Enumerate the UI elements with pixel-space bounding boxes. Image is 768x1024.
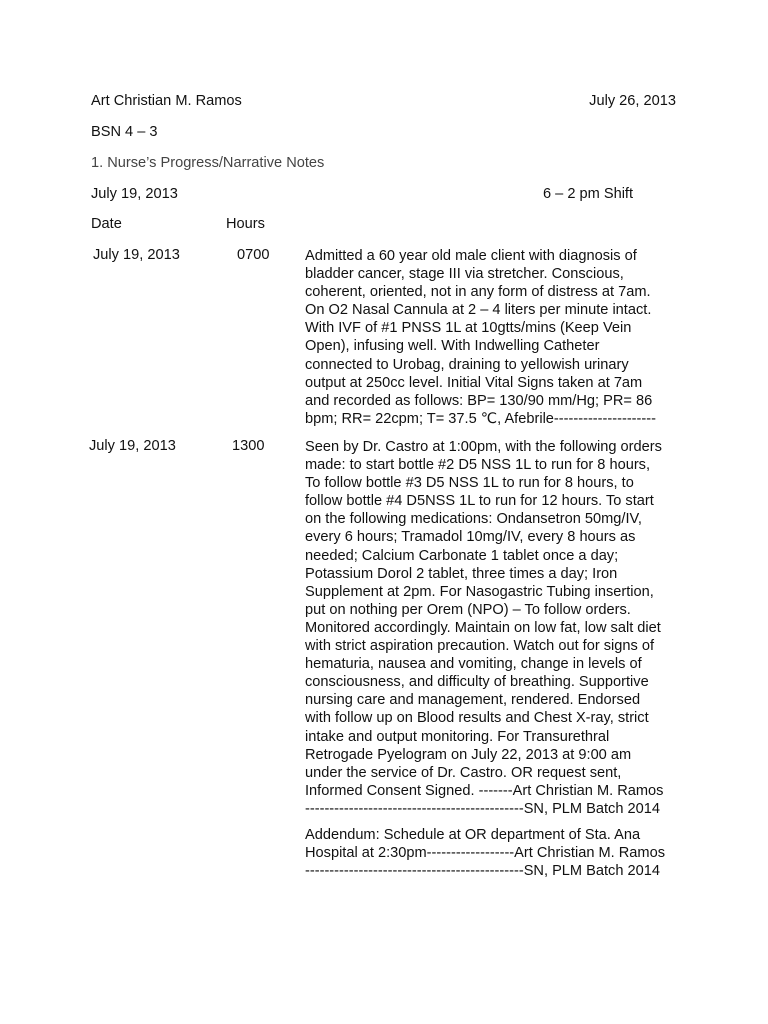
author-name: Art Christian M. Ramos: [91, 93, 242, 109]
entry-date: July 19, 2013: [93, 247, 180, 263]
entry-note: Seen by Dr. Castro at 1:00pm, with the following orders made: to start bottle #2 D5 NSS 1L to run for 8 hours, To follow bottle #3 D5 NSS 1L to run for 8 hours, to follow bottle #4 D5NSS 1L to run for 12 hours. To start on the following medications: Ondansetron 50mg/IV, every 6 hours; Tramadol 10mg/IV, every 8 hours as needed; Calcium Carbonate 1 tablet once a day; Potassium Dorol 2 tablet, three times a day; Iron Supplement at 2pm. For Nasogastric Tubing insertion, put on nothing per Orem (NPO) – To follow orders. Monitored accordingly. Maintain on low fat, low salt diet with strict aspiration precaution. Watch out for signs of hematuria, nausea and vomiting, change in levels of consciousness, and difficulty of breathing. Supportive nursing care and management, rendered. Endorsed with follow up on Blood results and Chest X-ray, strict intake and output monitoring. For Transurethral Retrogade Pyelogram on July 22, 2013 at 9:00 am under the service of Dr. Castro. OR request sent, Informed Consent Signed. -------Art Christian M. Ramos ---------------------------------------------SN, PLM Batch 2014: [305, 439, 664, 817]
page-title: 1. Nurse’s Progress/Narrative Notes: [91, 155, 325, 171]
entry-date: July 19, 2013: [89, 438, 176, 454]
shift-label: 6 – 2 pm Shift: [543, 186, 634, 202]
entry-hour: 0700: [237, 247, 270, 263]
entry-note: Admitted a 60 year old male client with diagnosis of bladder cancer, stage III via stretcher. Conscious, coherent, oriented, not in any form of distress at 7am. On O2 Nasal Cannula at 2 – 4 liters per minute intact. With IVF of #1 PNSS 1L at 10gtts/mins (Keep Vein Open), infusing well. With Indwelling Catheter connected to Urobag, draining to yellowish urinary output at 250cc level. Initial Vital Signs taken at 7am and recorded as follows: BP= 130/90 mm/Hg; PR= 86 bpm; RR= 22cpm; T= 37.5 ℃, Afebrile---------------------: [305, 248, 656, 427]
addendum-note: Addendum: Schedule at OR department of Sta. Ana Hospital at 2:30pm------------------Art Christian M. Ramos ---------------------------------------------SN, PLM Batch 2014: [305, 827, 665, 880]
section-label: BSN 4 – 3: [91, 124, 158, 140]
column-header-hours: Hours: [226, 216, 265, 232]
document-date: July 26, 2013: [589, 93, 676, 109]
column-header-date: Date: [91, 216, 122, 232]
entry-hour: 1300: [232, 438, 265, 454]
shift-date: July 19, 2013: [91, 186, 178, 202]
